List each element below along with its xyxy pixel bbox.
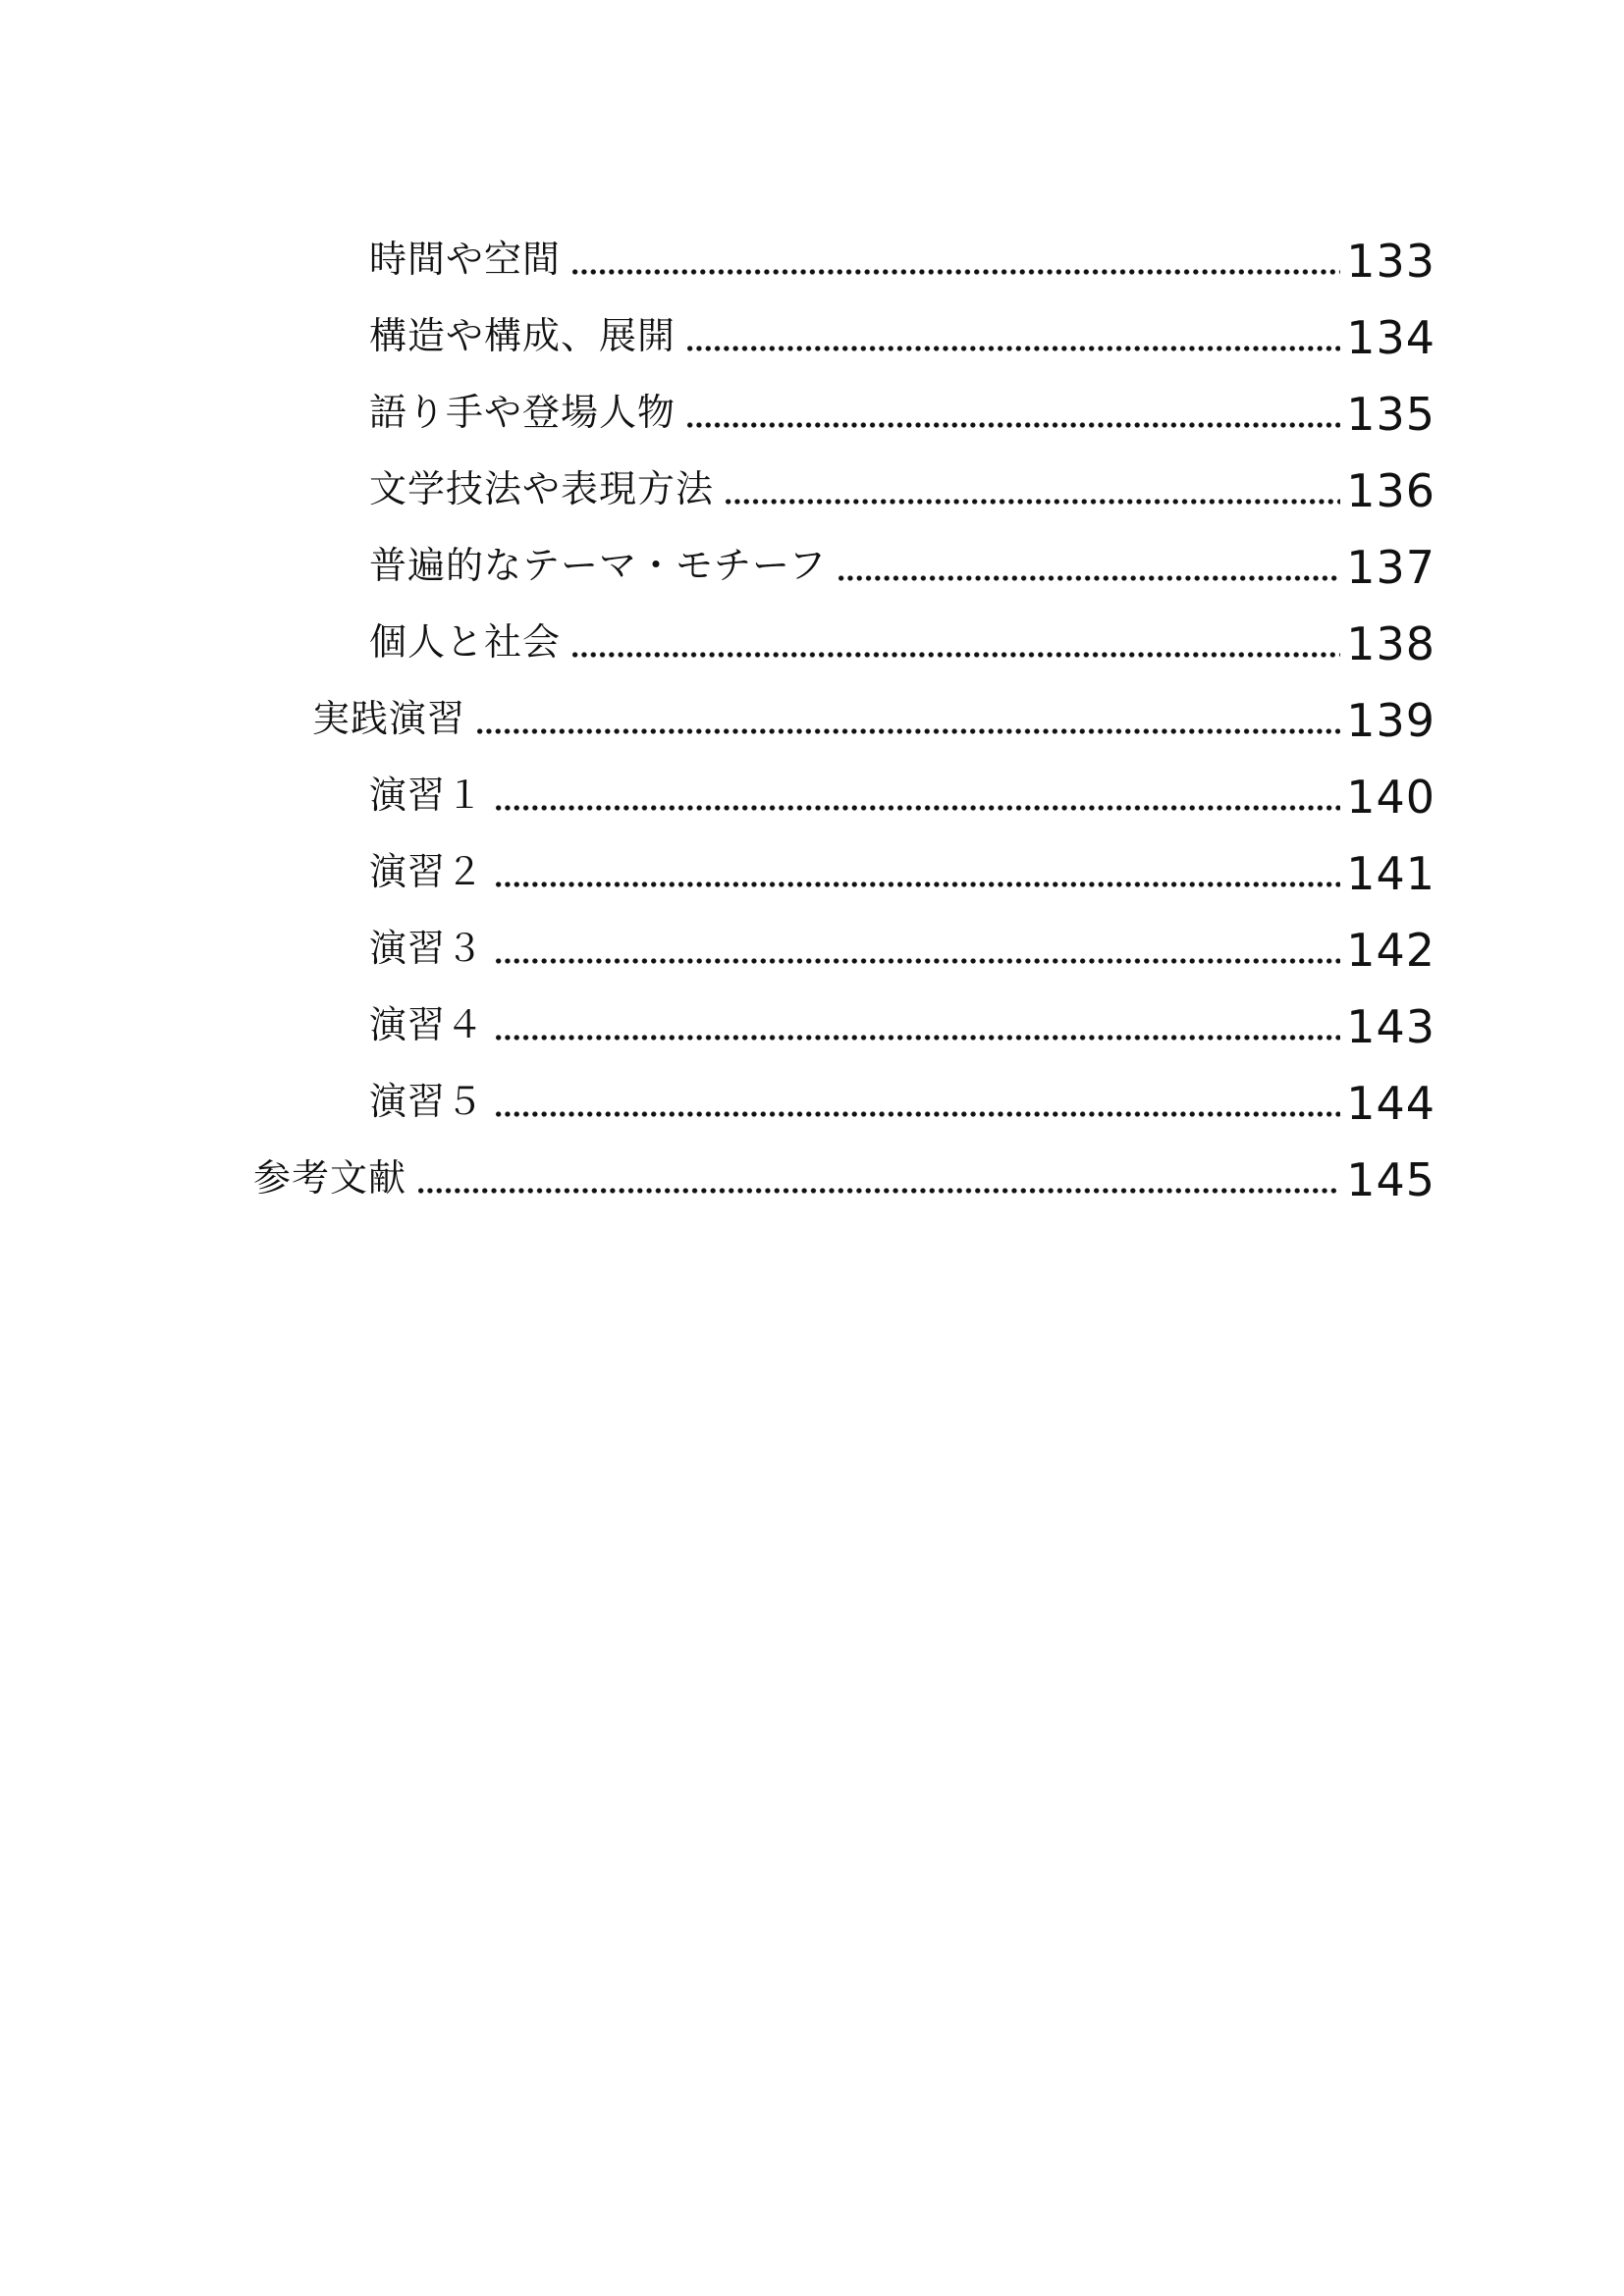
toc-entry-page: 137	[1346, 541, 1435, 594]
toc-entry-title: 個人と社会	[369, 620, 562, 664]
dot-leader	[494, 1111, 1340, 1117]
dot-leader	[685, 422, 1340, 428]
toc-entry[interactable]	[369, 446, 1435, 516]
toc-entry-title: 参考文献	[253, 1156, 407, 1200]
toc-entry[interactable]	[369, 982, 1435, 1052]
toc-entry-title: 文学技法や表現方法	[369, 467, 715, 510]
toc-entry[interactable]	[369, 369, 1435, 440]
toc-entry-title: 語り手や登場人物	[369, 391, 677, 434]
toc-entry-page: 145	[1346, 1153, 1435, 1206]
toc-entry[interactable]	[253, 1135, 1435, 1205]
toc-entry-title: 演習４	[369, 1003, 485, 1046]
dot-leader	[724, 499, 1340, 505]
dot-leader	[494, 881, 1340, 887]
toc-entry[interactable]	[369, 293, 1435, 363]
toc-entry-page: 142	[1346, 924, 1435, 977]
toc-entry-title: 演習１	[369, 774, 485, 817]
dot-leader	[494, 1035, 1340, 1041]
toc-entry-title: 普遍的なテーマ・モチーフ	[369, 544, 828, 587]
table-of-contents	[0, 216, 1624, 1206]
toc-entry-page: 140	[1346, 771, 1435, 824]
dot-leader	[494, 805, 1340, 811]
toc-entry-title: 演習３	[369, 927, 485, 970]
toc-entry-page: 139	[1346, 694, 1435, 747]
toc-entry-title: 演習２	[369, 850, 485, 893]
dot-leader	[570, 269, 1340, 275]
toc-entry[interactable]	[369, 599, 1435, 669]
dot-leader	[837, 575, 1340, 581]
toc-entry-page: 136	[1346, 464, 1435, 517]
toc-entry-page: 143	[1346, 1000, 1435, 1053]
dot-leader	[494, 958, 1340, 964]
toc-entry-page: 138	[1346, 617, 1435, 670]
dot-leader	[475, 728, 1340, 734]
toc-entry[interactable]	[369, 905, 1435, 976]
toc-entry-title: 演習５	[369, 1080, 485, 1123]
toc-entry[interactable]	[369, 1058, 1435, 1129]
toc-entry-title: 時間や空間	[369, 238, 562, 281]
toc-entry-title: 構造や構成、展開	[369, 314, 677, 357]
toc-entry[interactable]	[369, 522, 1435, 593]
toc-entry-title: 実践演習	[312, 697, 466, 740]
toc-entry-page: 133	[1346, 235, 1435, 288]
dot-leader	[416, 1188, 1340, 1194]
dot-leader	[685, 346, 1340, 351]
toc-entry-page: 141	[1346, 847, 1435, 900]
toc-entry[interactable]	[369, 828, 1435, 899]
toc-entry-page: 144	[1346, 1077, 1435, 1130]
toc-entry[interactable]	[312, 675, 1435, 746]
toc-entry[interactable]	[369, 216, 1435, 287]
toc-entry-page: 135	[1346, 388, 1435, 441]
toc-entry-page: 134	[1346, 311, 1435, 364]
dot-leader	[570, 652, 1340, 658]
toc-entry[interactable]	[369, 752, 1435, 823]
